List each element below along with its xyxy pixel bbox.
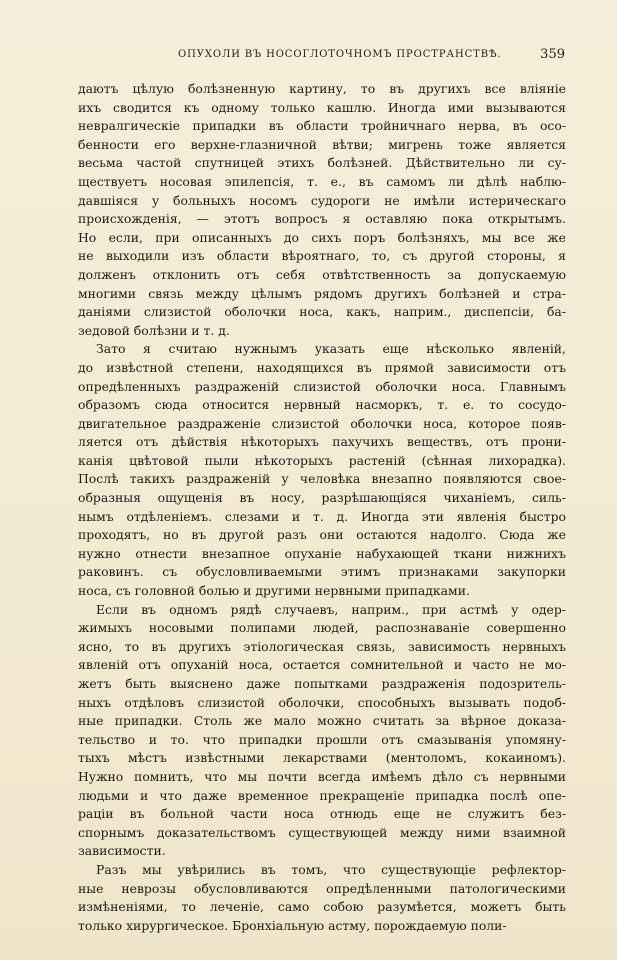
text-line: не выходили изъ области вѣроятнаго, то, съ другой стороны, я <box>78 248 566 264</box>
paragraph <box>78 861 566 935</box>
text-line: ные неврозы обусловливаются опредѣленными патологическими <box>78 880 566 896</box>
text-line: тыхъ мѣстъ извѣстными лекарствами (ментоломъ, кокаиномъ). <box>78 750 566 766</box>
text-line: Нужно помнить, что мы почти всегда имѣемъ дѣло съ нервными <box>78 768 566 784</box>
text-line: раковинъ. съ обусловливаемыми этимъ признаками закупорки <box>78 564 566 580</box>
text-line: ныхъ отдѣловъ слизистой оболочки, способныхъ вызывать подоб- <box>78 694 566 710</box>
text-line: Зато я считаю нужнымъ указать еще нѣсколько явленій, <box>96 341 566 357</box>
text-line: до извѣстной степени, находящихся въ прямой зависимости отъ <box>78 359 566 375</box>
text-line: образныя ощущенія въ носу, разрѣшающіяся чиханіемъ, силь- <box>78 490 566 506</box>
text-line: невралгическіе припадки въ области тройничнаго нерва, въ осо- <box>78 118 566 134</box>
text-line: ляется отъ дѣйствія нѣкоторыхъ пахучихъ веществъ, отъ прони- <box>78 434 566 450</box>
text-line: даніями слизистой оболочки носа, какъ, наприм., диспепсіи, ба- <box>78 304 566 320</box>
text-line: ихъ сводится къ одному только кашлю. Иногда ими вызываются <box>78 99 566 115</box>
text-line: Если въ одномъ рядѣ случаевъ, наприм., при астмѣ у одер- <box>96 601 566 617</box>
text-line: Разъ мы увѣрились въ томъ, что существующіе рефлектор- <box>96 861 566 877</box>
paragraph <box>78 601 566 861</box>
body-text <box>78 80 566 935</box>
text-line: ные припадки. Столь же мало можно считать за вѣрное доказа- <box>78 713 566 729</box>
page-number: 359 <box>540 47 565 62</box>
text-line: Послѣ такихъ раздраженій у человѣка внезапно появляются свое- <box>78 471 566 487</box>
text-line: даютъ цѣлую болѣзненную картину, то въ другихъ все вліяніе <box>78 81 566 96</box>
text-line: измѣненіями, то леченіе, само собою разумѣется, можетъ быть <box>78 899 566 915</box>
running-head: ОПУХОЛИ ВЪ НОСОГЛОТОЧНОМЪ ПРОСТРАНСТВѢ. <box>178 49 502 60</box>
text-line: весьма частой спутницей этихъ болѣзней. Дѣйствительно ли су- <box>78 155 566 171</box>
text-line: жимыхъ носовыми полипами людей, распознаваніе совершенно <box>78 620 566 636</box>
text-line: ществуетъ носовая эпилепсія, т. е., въ самомъ ли дѣлѣ наблю- <box>78 173 566 189</box>
text-line: ясно, то въ другихъ этіологическая связь, зависимость нервныхъ <box>78 638 566 654</box>
text-line: жетъ быть выяснено даже попытками раздраженія подозритель- <box>78 676 566 691</box>
text-line: проходятъ, но въ другой разъ они остаются надолго. Сюда же <box>78 527 566 543</box>
text-line: двигательное раздраженіе слизистой оболочки носа, которое появ- <box>78 415 566 431</box>
text-line: зависимости. <box>78 843 166 859</box>
text-line: канія цвѣтовой пыли нѣкоторыхъ растеній (сѣнная лихорадка). <box>78 452 566 468</box>
page-header <box>78 47 565 63</box>
text-line: только хирургическое. Бронхіальную астму, порождаемую поли- <box>78 917 507 933</box>
text-line: образомъ сюда относится нервный насморкъ, т. е. то сосудо- <box>78 397 566 413</box>
text-line: нужно отнести внезапное опуханіе набухающей ткани нижнихъ <box>78 545 566 561</box>
text-line: многими связь между цѣлымъ рядомъ другихъ болѣзней и стра- <box>78 285 566 301</box>
text-line: бенности его верхне-глазничной вѣтви; мигрень тоже является <box>78 136 566 152</box>
text-line: раціи въ больной части носа отнюдь еще не служитъ без- <box>78 806 566 822</box>
paragraph <box>78 340 566 600</box>
text-line: происхожденія, — этотъ вопросъ я оставляю пока открытымъ. <box>78 211 566 227</box>
text-line: опредѣленныхъ раздраженій слизистой оболочки носа. Главнымъ <box>78 378 566 394</box>
text-line: людьми и что даже временное прекращеніе припадка послѣ опе- <box>78 787 566 803</box>
paragraph <box>78 80 566 340</box>
text-line: спорнымъ доказательствомъ существующей между ними взаимной <box>78 824 566 840</box>
text-line: давшіяся у больныхъ носомъ судороги не имѣли истерическаго <box>78 192 566 208</box>
text-line: тельство и то. что припадки прошли отъ смазыванія упомяну- <box>78 731 566 747</box>
text-line: долженъ отклонить отъ себя отвѣтственность за допускаемую <box>78 266 566 282</box>
text-line: нымъ отдѣленіемъ. слезами и т. д. Иногда эти явленія быстро <box>78 508 566 524</box>
text-line: зедовой болѣзни и т. д. <box>78 322 230 338</box>
text-line: явленій отъ опуханій носа, остается сомнительной и часто не мо- <box>78 657 566 673</box>
text-line: Но если, при описанныхъ до сихъ поръ болѣзняхъ, мы все же <box>78 229 566 245</box>
text-line: носа, съ головной болью и другими нервными припадками. <box>78 583 470 599</box>
